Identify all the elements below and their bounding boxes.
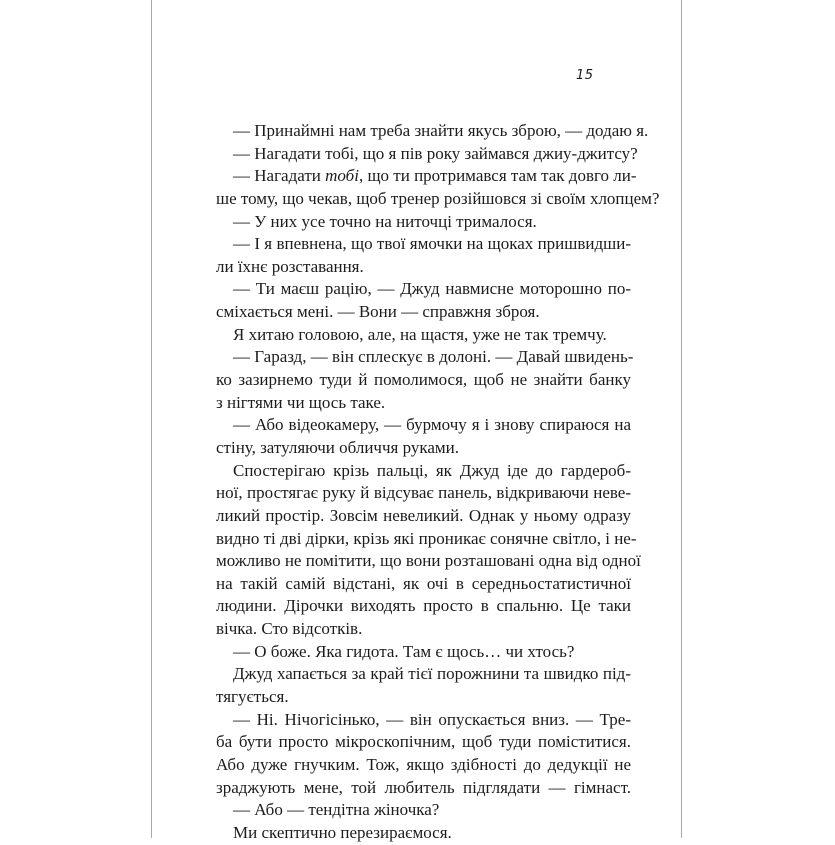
text-line: — О боже. Яка гидота. Там є щось… чи хтось? — [233, 641, 575, 661]
text-line: можливо не помітити, що вони розташовані одна від одної — [216, 551, 641, 571]
text-line: Джуд хапається за край тієї порожнини та швидко під- — [233, 664, 631, 684]
text-line: сміхається мені. — Вони — справжня зброя. — [216, 302, 540, 322]
page-number: 15 — [576, 68, 594, 83]
text-line: — Гаразд, — він сплескує в долоні. — Давай швидень- — [233, 347, 634, 367]
text-line — [216, 165, 637, 188]
text-line: — Ні. Нічогісінько, — він опускається вниз. — Тре- — [233, 709, 631, 729]
text-segment: , що ти протримався там так довго ли- — [358, 166, 637, 186]
text-line: зраджують мене, той любитель підглядати — гімнаст. — [216, 777, 631, 797]
text-line: Ми скептично перезираємося. — [233, 822, 452, 842]
text-line: — Нагадати тобі, що я пів року займався джиу-джитсу? — [233, 143, 638, 163]
text-segment: — Нагадати — [233, 166, 326, 186]
text-line: людини. Дірочки виходять просто в спальню. Це таки — [216, 596, 631, 616]
text-line: стіну, затуляючи обличчя руками. — [216, 437, 460, 457]
text-line: на такій самій відстані, як очі в середньостатистичної — [216, 573, 631, 593]
text-line: Або дуже гнучким. Тож, якщо здібності до дедукції не — [216, 754, 631, 774]
text-line: ли їхнє розставання. — [216, 256, 364, 276]
text-line: ної, простягає руку й відсуває панель, відкриваючи неве- — [216, 483, 631, 503]
text-line: Я хитаю головою, але, на щастя, уже не так тремчу. — [233, 324, 607, 344]
text-line: тягується. — [216, 687, 289, 707]
text-line: — Принаймні нам треба знайти якусь зброю, — додаю я. — [233, 121, 649, 140]
text-line: Спостерігаю крізь пальці, як Джуд іде до гардероб- — [233, 460, 631, 480]
text-line: вічка. Сто відсотків. — [216, 619, 363, 639]
text-line: ликий простір. Зовсім невеликий. Однак у ньому одразу — [216, 505, 631, 525]
page-body-text — [216, 120, 660, 845]
text-line: — Або — тендітна жіночка? — [233, 800, 440, 820]
emphasis-text: тобі — [325, 166, 359, 186]
text-line: — У них усе точно на ниточці трималося. — [233, 211, 537, 231]
text-line: ко зазирнемо туди й помолимося, щоб не знайти банку — [216, 370, 631, 390]
text-line: ба бути просто мікроскопічним, щоб туди поміститися. — [216, 732, 631, 752]
text-line: з нігтями чи щось таке. — [216, 392, 386, 412]
text-line: — Або відеокамеру, — бурмочу я і знову спираюся на — [233, 415, 631, 435]
text-line: — Ти маєш рацію, — Джуд навмисне моторошно по- — [233, 279, 631, 299]
text-line: ше тому, що чекав, щоб тренер розійшовся зі своїм хлопцем? — [216, 188, 660, 208]
text-line: — І я впевнена, що твої ямочки на щоках пришвидши- — [233, 234, 631, 254]
text-line: видно ті дві дірки, крізь які проникає сонячне світло, і не- — [216, 528, 637, 548]
